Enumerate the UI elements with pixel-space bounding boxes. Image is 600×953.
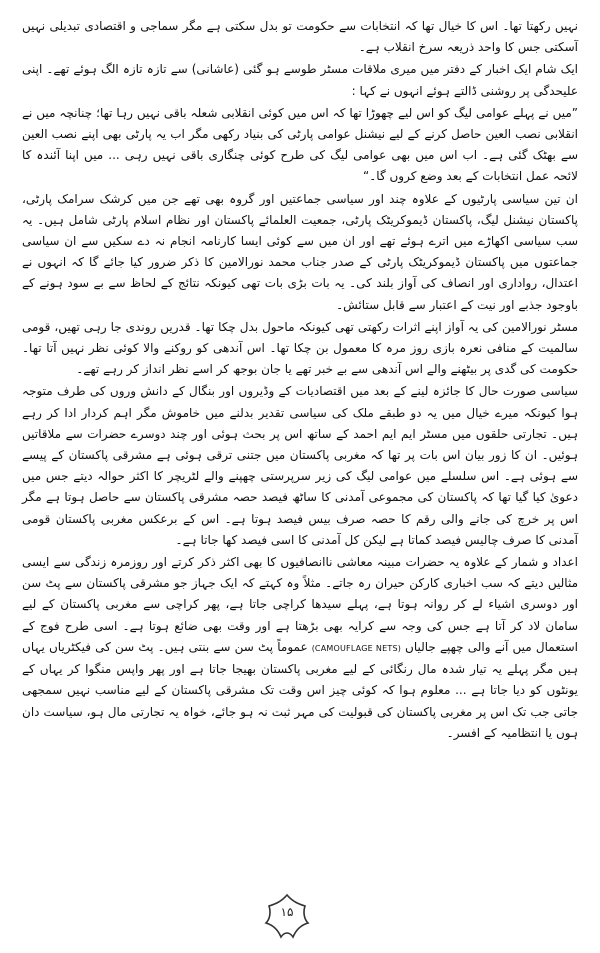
paragraph: ان تین سیاسی پارٹیوں کے علاوہ چند اور سیاسی جماعتیں اور گروہ بھی تھے جن میں کرشک سرامک پارٹی، پاکستان نیشنل لیگ، پاکستان ڈیموکریٹک پارٹی، جمعیت العلمائے پاکستان اور نظام اسلام پارٹی شامل ہیں۔ یہ سب سیاسی اکھاڑے میں اترے ہوئے تھے اور ان میں سے کوئی ایسا کارنامہ انجام نہ دے سکیں سے ان سیاسی جماعتوں میں پاکستان ڈیموکریٹک پارٹی کے صدر جناب محمد نورالامین کا ذکر ضرور کیا جائے گا کہ انہوں نے اعتدال، رواداری اور انصاف کی آواز بلند کی۔ یہ بات بڑی بات تھی کیونکہ نتائج کے لحاظ سے بے سود ہونے کے باوجود جذبے اور نیت کے اعتبار سے قابل ستائش۔: [22, 191, 578, 312]
paragraph: نہیں رکھتا تھا۔ اس کا خیال تھا کہ انتخابات سے حکومت تو بدل سکتی ہے مگر سماجی و اقتصادی تبدیلی نہیں آسکتی جس کا واحد ذریعہ سرخ انقلاب ہے۔: [22, 19, 578, 55]
page-number-ornament: [261, 892, 313, 940]
page-number: ۱۵: [280, 905, 294, 919]
inline-english-term: (CAMOUFLAGE NETS): [311, 643, 401, 653]
page-body-text: [22, 16, 578, 745]
paragraph: ایک شام ایک اخبار کے دفتر میں میری ملاقات مسٹر طوسے ہو گئی (عاشانی) سے تازہ تازہ الگ ہوئے تھے۔ اپنی علیحدگی پر روشنی ڈالتے ہوئے انہوں نے کہا :: [22, 62, 578, 98]
paragraph: سیاسی صورت حال کا جائزہ لینے کے بعد میں اقتصادیات کے وڈیروں اور بنگال کے دانش وروں کی طرف متوجہ ہوا کیونکہ میرے خیال میں یہ دو طبقے ملک کی سیاسی تقدیر بدلنے میں خاموش مگر اہم کردار ادا کر رہے ہیں۔ تجارتی حلقوں میں مسٹر ایم ایم احمد کے ساتھ اس پر بحث ہوئی اور چند دوسرے حضرات سے ملاقاتیں ہوئیں۔ ان کا زور بیان اس بات پر تھا کہ مغربی پاکستان میں جتنی ترقی ہوئی ہے مشرقی پاکستان کے پیسے سے ہوئی ہے۔ اس سلسلے میں عوامی لیگ کی زیر سرپرستی چھپنے والے لٹریچر کا اکثر حوالہ دیتے جس میں دعویٰ کیا گیا تھا کہ پاکستان کی مجموعی آمدنی کا ساٹھ فیصد حصہ مشرقی پاکستان سے حاصل ہوتا ہے مگر اس پر خرچ کی جانے والی رقم کا حصہ صرف بیس فیصد ہوتا ہے۔ اس کے برعکس مغربی پاکستان قومی آمدنی کا صرف چالیس فیصد کماتا ہے لیکن کل آمدنی کا اسی فیصد کھا جاتا ہے۔: [22, 384, 578, 547]
paragraph: ”میں نے پہلے عوامی لیگ کو اس لیے چھوڑا تھا کہ اس میں کوئی انقلابی شعلہ باقی نہیں رہا تھا؛ چنانچہ میں نے انقلابی نصب العین حاصل کرنے کے لیے نیشنل عوامی پارٹی کی بنیاد رکھی مگر اب یہ پارٹی بھی اپنے نصب العین سے بھٹک گئی ہے۔ اب اس میں بھی عوامی لیگ کی طرح کوئی چنگاری باقی نہیں رہی ... میں اپنا آئندہ کا لائحہ عمل انتخابات کے بعد وضع کروں گا۔“: [22, 105, 578, 184]
paragraph: مسٹر نورالامین کی یہ آواز اپنے اثرات رکھتی تھی کیونکہ ماحول بدل چکا تھا۔ قدریں روندی جا رہی تھیں، قومی سالمیت کے منافی نعرہ بازی روز مرہ کا معمول بن چکا تھا۔ اس آندھی کو روکنے والا کوئی نظر نہیں آتا تھا۔ حکومت کی گدی پر بیٹھنے والے اس آندھی سے بے خبر تھے یا جان بوجھ کر اسے نظر انداز کر رہے تھے۔: [22, 319, 578, 377]
paragraph: اعداد و شمار کے علاوہ یہ حضرات مبینہ معاشی ناانصافیوں کا بھی اکثر ذکر کرتے اور روزمرہ زندگی سے ایسی مثالیں دیتے کہ سب اخباری کارکن حیران رہ جاتے۔ مثلاً وہ کہتے کہ ایک جہاز جو مشرقی پاکستان سے پٹ سن اور دوسری اشیاء لے کر روانہ ہوتا ہے، پہلے سیدھا کراچی جاتا ہے، پھر کراچی سے مغربی پاکستان کے لیے سامان لاد کر آتا ہے جس کی وجہ سے کرایہ بھی بڑھتا ہے اور وقت بھی ضائع ہوتا ہے۔ اسی طرح فوج کے استعمال میں آنے والی چھپے جالیاں (CAMOUFLAGE NETS) عموماً پٹ سن سے بنتی ہیں۔ پٹ سن کی فیکٹریاں یہاں ہیں مگر پہلے یہ تیار شدہ مال رنگائی کے لیے مغربی پاکستان بھیجا جاتا ہے اور پھر واپس منگوا کر یہاں کے یونٹوں کو دیا جاتا ہے ... معلوم ہوا کہ کوئی چیز اس وقت تک مشرقی پاکستان کے لیے مناسب نہیں سمجھی جاتی جب تک اس پر مغربی پاکستان کی قبولیت کی مہر ثبت نہ ہو جائے، خواہ یہ تجارتی مال ہو، سیاست دان ہوں یا انتظامیہ کے افسر۔: [22, 555, 578, 740]
